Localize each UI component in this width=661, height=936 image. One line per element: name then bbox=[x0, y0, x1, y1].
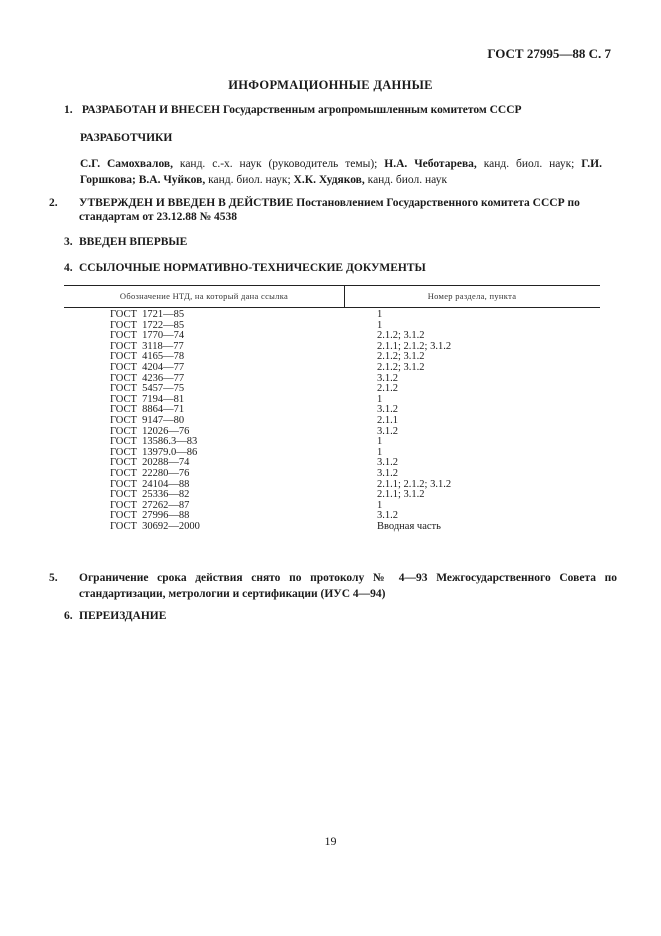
table-cell-document: ГОСТ 4165—78 bbox=[110, 351, 185, 363]
developers-list bbox=[80, 156, 602, 188]
table-row bbox=[0, 352, 661, 363]
table-cell-document: ГОСТ 13586.3—83 bbox=[110, 436, 198, 448]
table-row bbox=[0, 437, 661, 448]
table-cell-section: 1 bbox=[377, 499, 383, 511]
table-cell-section: 3.1.2 bbox=[377, 425, 398, 437]
developer-1: С.Г. Самохвалов, bbox=[80, 158, 173, 170]
table-body bbox=[0, 310, 661, 532]
table-row bbox=[0, 511, 661, 522]
table-row bbox=[0, 448, 661, 459]
table-cell-section: 1 bbox=[377, 446, 383, 458]
table-row bbox=[0, 480, 661, 491]
table-row bbox=[0, 310, 661, 321]
table-cell-section: 2.1.1 bbox=[377, 414, 398, 426]
table-row bbox=[0, 405, 661, 416]
table-cell-section: 1 bbox=[377, 436, 383, 448]
table-cell-section: 2.1.2; 3.1.2 bbox=[377, 351, 425, 363]
table-cell-document: ГОСТ 3118—77 bbox=[110, 340, 184, 352]
section-1-heading: РАЗРАБОТАН И ВНЕСЕН bbox=[81, 104, 221, 116]
table-cell-document: ГОСТ 9147—80 bbox=[110, 414, 185, 426]
table-cell-document: ГОСТ 1721—85 bbox=[110, 309, 185, 320]
table-cell-section: 3.1.2 bbox=[377, 467, 398, 479]
table-cell-section: 1 bbox=[377, 393, 383, 405]
table-header-col2: Номер раздела, пункта bbox=[427, 291, 517, 301]
table-cell-document: ГОСТ 5457—75 bbox=[110, 383, 185, 395]
section-5-number: 5. bbox=[49, 572, 58, 584]
table-cell-section: 3.1.2 bbox=[377, 510, 398, 522]
section-5-text: Ограничение срока действия снято по протоколу № 4—93 Межгосударственного Совета по стандартизации, метрологии и сертификации (ИУС 4—94) bbox=[79, 572, 617, 600]
table-row bbox=[0, 501, 661, 512]
table-cell-section: 3.1.2 bbox=[377, 372, 398, 384]
table-cell-section: 2.1.1; 3.1.2 bbox=[377, 489, 425, 501]
table-cell-section: 3.1.2 bbox=[377, 457, 398, 469]
table-cell-document: ГОСТ 1770—74 bbox=[110, 330, 185, 342]
table-cell-document: ГОСТ 27996—88 bbox=[110, 510, 190, 522]
section-2-heading: УТВЕРЖДЕН И ВВЕДЕН В ДЕЙСТВИЕ bbox=[79, 197, 294, 209]
developer-3: Г.И. Горшкова; bbox=[80, 158, 602, 186]
section-2-number: 2. bbox=[49, 197, 58, 209]
section-1-number: 1. bbox=[64, 104, 73, 116]
table-cell-document: ГОСТ 22280—76 bbox=[110, 467, 190, 479]
table-row bbox=[0, 395, 661, 406]
table-row bbox=[0, 469, 661, 480]
table-cell-document: ГОСТ 8864—71 bbox=[110, 404, 185, 416]
developer-4-title: канд. биол. наук; bbox=[205, 174, 294, 186]
section-2-text: Постановлением Государственного комитета СССР по стандартам от 23.12.88 № 4538 bbox=[79, 197, 580, 223]
table-row bbox=[0, 458, 661, 469]
table-cell-section: 1 bbox=[377, 309, 383, 320]
table-cell-section: 2.1.2 bbox=[377, 383, 398, 395]
section-2 bbox=[49, 196, 617, 224]
table-row bbox=[0, 490, 661, 501]
table-row bbox=[0, 342, 661, 353]
table-row bbox=[0, 416, 661, 427]
section-4-number: 4. bbox=[64, 262, 73, 274]
table-cell-document: ГОСТ 12026—76 bbox=[110, 425, 190, 437]
table-cell-section: 1 bbox=[377, 319, 383, 331]
section-4 bbox=[64, 260, 426, 277]
developer-1-title: канд. с.-х. наук (руководитель темы); bbox=[173, 158, 385, 170]
table-row bbox=[0, 384, 661, 395]
table-cell-section: 2.1.1; 2.1.2; 3.1.2 bbox=[377, 478, 452, 490]
table-cell-document: ГОСТ 30692—2000 bbox=[110, 520, 200, 532]
page-header: ГОСТ 27995—88 С. 7 bbox=[487, 46, 611, 61]
section-6-number: 6. bbox=[64, 610, 73, 622]
section-3 bbox=[64, 234, 187, 251]
developer-2: Н.А. Чеботарева, bbox=[384, 158, 477, 170]
section-6 bbox=[64, 608, 166, 625]
table-cell-section: 2.1.2; 3.1.2 bbox=[377, 330, 425, 342]
table-top-rule bbox=[64, 285, 600, 286]
table-cell-document: ГОСТ 25336—82 bbox=[110, 489, 190, 501]
table-cell-section: 2.1.1; 2.1.2; 3.1.2 bbox=[377, 340, 452, 352]
developer-5-title: канд. биол. наук bbox=[364, 174, 448, 186]
section-4-heading: ССЫЛОЧНЫЕ НОРМАТИВНО-ТЕХНИЧЕСКИЕ ДОКУМЕНТЫ bbox=[79, 262, 426, 274]
table-cell-document: ГОСТ 24104—88 bbox=[110, 478, 190, 490]
table-cell-section: Вводная часть bbox=[377, 520, 441, 532]
table-row bbox=[0, 427, 661, 438]
table-cell-document: ГОСТ 13979.0—86 bbox=[110, 446, 198, 458]
table-row bbox=[0, 374, 661, 385]
developers-heading: РАЗРАБОТЧИКИ bbox=[80, 132, 173, 144]
section-6-heading: ПЕРЕИЗДАНИЕ bbox=[79, 610, 167, 622]
table-header-col1: Обозначение НТД, на который дана ссылка bbox=[119, 291, 289, 301]
section-1 bbox=[64, 102, 604, 119]
table-cell-document: ГОСТ 20288—74 bbox=[110, 457, 190, 469]
developer-5: Х.К. Худяков, bbox=[293, 174, 365, 186]
table-cell-document: ГОСТ 4204—77 bbox=[110, 361, 185, 373]
section-1-text: Государственным агропромышленным комитетом СССР bbox=[220, 104, 522, 116]
developer-4: В.А. Чуйков, bbox=[138, 174, 206, 186]
table-cell-section: 3.1.2 bbox=[377, 404, 398, 416]
table-cell-section: 2.1.2; 3.1.2 bbox=[377, 361, 425, 373]
table-row bbox=[0, 331, 661, 342]
table-row bbox=[0, 522, 661, 533]
table-header-divider bbox=[344, 285, 345, 307]
table-cell-document: ГОСТ 7194—81 bbox=[110, 393, 185, 405]
document-title: ИНФОРМАЦИОННЫЕ ДАННЫЕ bbox=[228, 78, 433, 92]
table-cell-document: ГОСТ 27262—87 bbox=[110, 499, 190, 511]
table-row bbox=[0, 363, 661, 374]
table-row bbox=[0, 321, 661, 332]
section-5 bbox=[49, 570, 617, 602]
developer-2-title: канд. биол. наук; bbox=[476, 158, 582, 170]
section-3-heading: ВВЕДЕН ВПЕРВЫЕ bbox=[79, 236, 188, 248]
page-number: 19 bbox=[324, 834, 337, 848]
table-header-rule bbox=[64, 307, 600, 308]
section-3-number: 3. bbox=[64, 236, 73, 248]
table-cell-document: ГОСТ 4236—77 bbox=[110, 372, 185, 384]
table-cell-document: ГОСТ 1722—85 bbox=[110, 319, 185, 331]
